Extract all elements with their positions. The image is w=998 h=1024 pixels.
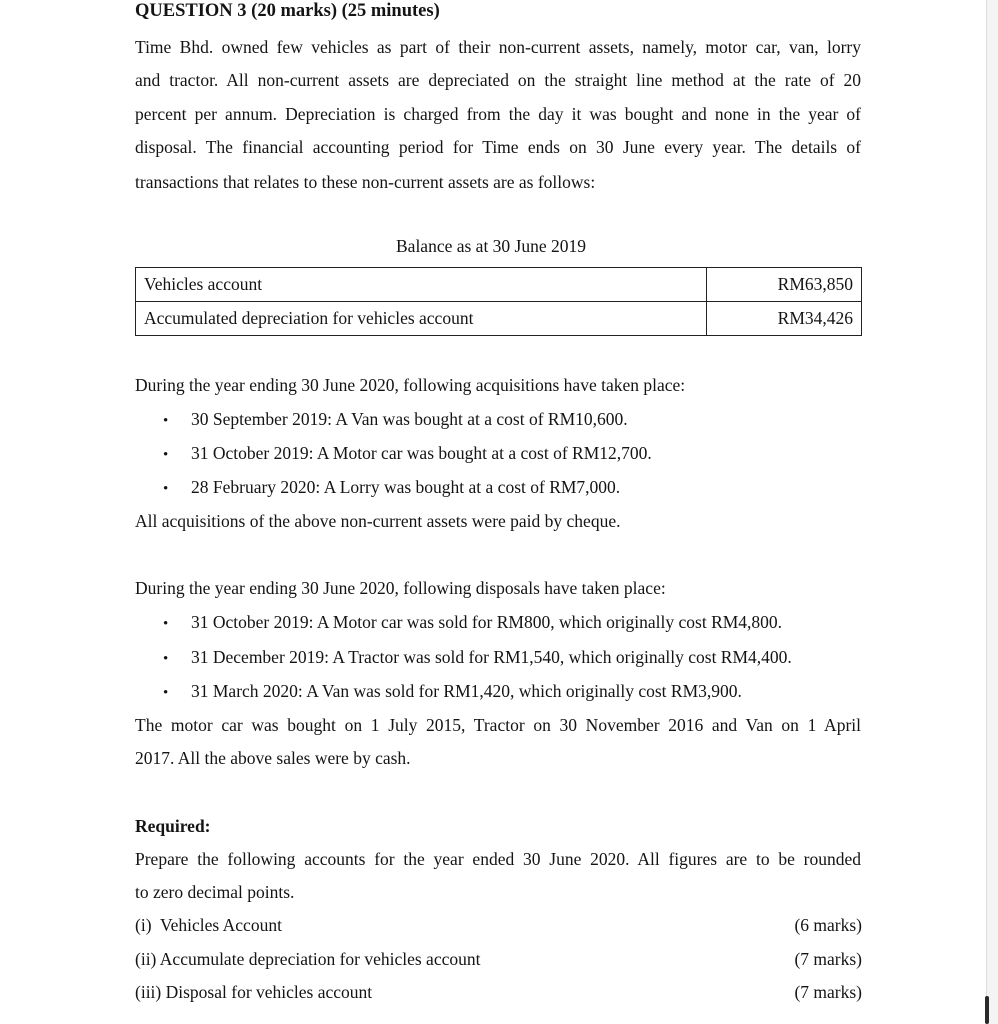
bullet-icon: • (163, 685, 169, 701)
disposal-text: 31 October 2019: A Motor car was sold for RM800, which originally cost RM4,800. (191, 612, 783, 632)
balance-label-cell: Accumulated depreciation for vehicles account (136, 302, 707, 336)
list-item (163, 641, 792, 676)
list-item (163, 675, 742, 710)
disposal-text: 31 March 2020: A Van was sold for RM1,420, which originally cost RM3,900. (191, 681, 742, 701)
acquisitions-note: All acquisitions of the above non-current assets were paid by cheque. (135, 511, 621, 531)
required-part (135, 909, 862, 942)
disposals-note-line-2: 2017. All the above sales were by cash. (135, 748, 411, 768)
question-heading: QUESTION 3 (20 marks) (25 minutes) (135, 1, 440, 21)
part-marks: (6 marks) (794, 915, 862, 935)
required-line-1: Prepare the following accounts for the year ended 30 June 2020. All figures are to be rounded (135, 849, 861, 869)
intro-line-5: transactions that relates to these non-current assets are as follows: (135, 172, 596, 192)
part-label: (ii) Accumulate depreciation for vehicles account (135, 949, 481, 969)
balance-amount-cell: RM63,850 (707, 268, 862, 302)
intro-line-4: disposal. The financial accounting period for Time ends on 30 June every year. The details of (135, 137, 861, 157)
part-marks: (7 marks) (794, 982, 862, 1002)
balance-table (135, 267, 862, 336)
list-item (163, 403, 628, 438)
bullet-icon: • (163, 481, 169, 497)
list-item (163, 437, 652, 472)
disposals-intro: During the year ending 30 June 2020, following disposals have taken place: (135, 578, 666, 598)
part-label: (iii) Disposal for vehicles account (135, 982, 373, 1002)
balance-label-cell: Vehicles account (136, 268, 707, 302)
acquisition-text: 28 February 2020: A Lorry was bought at a cost of RM7,000. (191, 477, 621, 497)
bullet-icon: • (163, 447, 169, 463)
list-item (163, 606, 782, 641)
intro-line-2: and tractor. All non-current assets are depreciated on the straight line method at the rate of 20 (135, 70, 861, 90)
acquisitions-intro: During the year ending 30 June 2020, following acquisitions have taken place: (135, 375, 686, 395)
acquisition-text: 30 September 2019: A Van was bought at a cost of RM10,600. (191, 409, 628, 429)
balance-caption: Balance as at 30 June 2019 (396, 236, 587, 256)
disposals-note-line-1: The motor car was bought on 1 July 2015, Tractor on 30 November 2016 and Van on 1 April (135, 715, 861, 735)
list-item (163, 471, 620, 506)
part-label: (i) Vehicles Account (135, 915, 282, 935)
table-row (136, 268, 862, 302)
bullet-icon: • (163, 616, 169, 632)
intro-line-3: percent per annum. Depreciation is charged from the day it was bought and none in the year of (135, 104, 861, 124)
disposal-text: 31 December 2019: A Tractor was sold for RM1,540, which originally cost RM4,400. (191, 647, 792, 667)
acquisition-text: 31 October 2019: A Motor car was bought at a cost of RM12,700. (191, 443, 652, 463)
balance-amount-cell: RM34,426 (707, 302, 862, 336)
required-line-2: to zero decimal points. (135, 882, 295, 902)
required-part (135, 943, 862, 976)
table-row (136, 302, 862, 336)
required-part (135, 976, 862, 1009)
part-marks: (7 marks) (794, 949, 862, 969)
bullet-icon: • (163, 651, 169, 667)
scrollbar[interactable] (985, 996, 989, 1024)
bullet-icon: • (163, 413, 169, 429)
intro-line-1: Time Bhd. owned few vehicles as part of their non-current assets, namely, motor car, van, lorry (135, 37, 861, 57)
required-heading: Required: (135, 816, 211, 836)
